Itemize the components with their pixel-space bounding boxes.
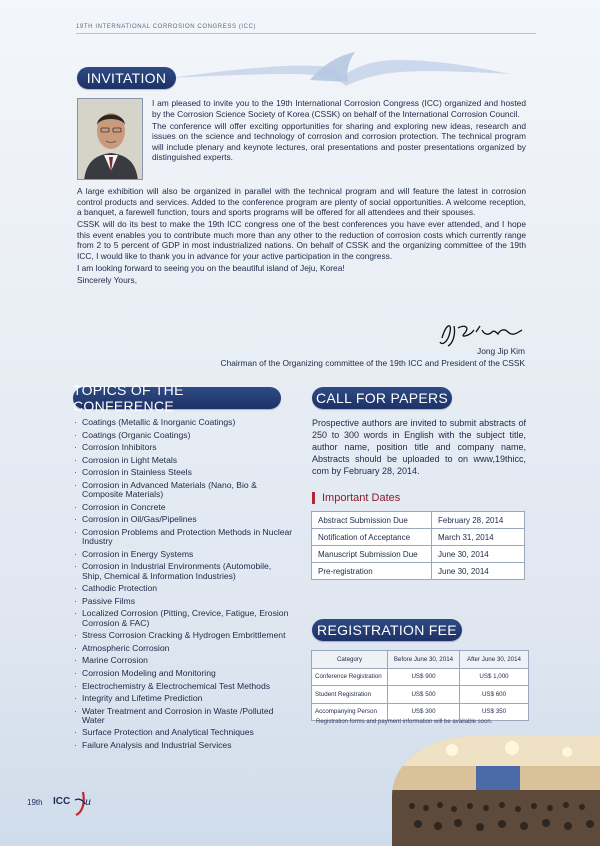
table-row: [312, 668, 529, 686]
invitation-closing: Sincerely Yours,: [77, 274, 138, 285]
topic-item: · Water Treatment and Corrosion in Waste /Polluted Water: [73, 707, 293, 725]
table-row: [312, 563, 525, 580]
topic-item: · Cathodic Protection: [73, 584, 293, 593]
important-dates-table: [311, 511, 525, 580]
topic-item: · Corrosion Inhibitors: [73, 443, 293, 452]
signer-name: Jong Jip Kim: [477, 346, 525, 356]
topic-item: · Localized Corrosion (Pitting, Crevice, Fatigue, Erosion Corrosion & FAC): [73, 609, 293, 627]
topic-item: · Corrosion in Oil/Gas/Pipelines: [73, 515, 293, 524]
signer-title: Chairman of the Organizing committee of the 19th ICC and President of the CSSK: [220, 358, 525, 368]
fee-after: US$ 600: [460, 686, 529, 704]
topic-item: · Atmospheric Corrosion: [73, 644, 293, 653]
table-row: [312, 529, 525, 546]
logo-number: 19th: [27, 798, 43, 807]
fee-category: Conference Registration: [312, 668, 388, 686]
topic-item: · Integrity and Lifetime Prediction: [73, 694, 293, 703]
topic-item: · Corrosion in Concrete: [73, 503, 293, 512]
fee-before: US$ 300: [388, 703, 460, 721]
topics-list: [73, 418, 293, 754]
invitation-para1: I am pleased to invite you to the 19th International Corrosion Congress (ICC) organized and hosted by the Corrosion Science Society of Korea (CSSK) on behalf of the International Corrosion Council.: [152, 98, 526, 119]
table-row: [312, 703, 529, 721]
invitation-intro: [152, 98, 526, 164]
invitation-para4: CSSK will do its best to make the 19th ICC congress one of the best conferences you have ever attended, and I hope this event enables you to contribute much more than any other to the reduction of corrosion costs which currently range from 2 to 5 percent of GDP in most industrialized nations. On behalf of CSSK and the organizing committee of the 19th ICC, I would like to thank you in advance for your active participation in the congress.: [77, 219, 526, 261]
registration-note: Registration forms and payment information will be available soon.: [316, 719, 493, 725]
logo-place-tail: u: [85, 794, 91, 808]
topic-item: · Corrosion in Stainless Steels: [73, 468, 293, 477]
fee-before: US$ 900: [388, 668, 460, 686]
topics-heading: TOPICS OF THE CONFERENCE: [73, 387, 281, 409]
signature-image: [436, 318, 526, 348]
call-for-papers-text: Prospective authors are invited to submit abstracts of 250 to 300 words in English with the subject title, author name, position title and company name, Abstracts should be uploaded to on www,19thicc, com by February 28, 2014.: [312, 418, 526, 476]
table-header-row: [312, 651, 529, 669]
header-congress: 19TH INTERNATIONAL CORROSION CONGRESS (ICC): [76, 24, 257, 30]
date-label: Notification of Acceptance: [312, 529, 432, 546]
topic-item: · Failure Analysis and Industrial Services: [73, 741, 293, 750]
invitation-body: [77, 186, 526, 287]
date-value: June 30, 2014: [432, 546, 525, 563]
topic-item: · Coatings (Metallic & Inorganic Coatings): [73, 418, 293, 427]
topic-item: · Corrosion in Light Metals: [73, 456, 293, 465]
date-value: February 28, 2014: [432, 512, 525, 529]
date-label: Pre-registration: [312, 563, 432, 580]
header-divider: [76, 33, 536, 34]
wing-ornament: [170, 50, 510, 90]
topic-item: · Corrosion in Industrial Environments (Automobile, Ship, Chemical & Information Industries): [73, 562, 293, 580]
table-row: [312, 512, 525, 529]
invitation-heading: INVITATION: [77, 67, 176, 89]
date-label: Manuscript Submission Due: [312, 546, 432, 563]
call-for-papers-heading: CALL FOR PAPERS: [312, 387, 452, 409]
topic-item: · Corrosion Problems and Protection Methods in Nuclear Industry: [73, 528, 293, 546]
topic-item: · Corrosion Modeling and Monitoring: [73, 669, 293, 678]
table-row: [312, 686, 529, 704]
topic-item: · Electrochemistry & Electrochemical Test Methods: [73, 682, 293, 691]
topic-item: · Stress Corrosion Cracking & Hydrogen Embrittlement: [73, 631, 293, 640]
important-dates-heading: Important Dates: [312, 492, 400, 504]
conference-hall-photo: [392, 736, 600, 846]
date-label: Abstract Submission Due: [312, 512, 432, 529]
date-value: June 30, 2014: [432, 563, 525, 580]
invitation-para3: A large exhibition will also be organized in parallel with the technical program and will feature the latest in corrosion control products and services. Added to the conference program are plenty of social opportunities. A welcome reception, a banquet, a farewell function, tours and sports programs will be offered for all attendees and their spouses.: [77, 186, 526, 217]
column-header: Before June 30, 2014: [388, 651, 460, 669]
date-value: March 31, 2014: [432, 529, 525, 546]
topic-item: · Coatings (Organic Coatings): [73, 431, 293, 440]
logo-acronym: ICC: [53, 796, 71, 807]
table-row: [312, 546, 525, 563]
invitation-para5: I am looking forward to seeing you on the beautiful island of Jeju, Korea!: [77, 262, 345, 273]
topic-item: · Passive Films: [73, 597, 293, 606]
topic-item: · Corrosion in Energy Systems: [73, 550, 293, 559]
topic-item: · Surface Protection and Analytical Techniques: [73, 728, 293, 737]
registration-fee-table: [311, 650, 529, 721]
column-header: Category: [312, 651, 388, 669]
topic-item: · Corrosion in Advanced Materials (Nano, Bio & Composite Materials): [73, 481, 293, 499]
chairman-photo: [77, 98, 143, 180]
column-header: After June 30, 2014: [460, 651, 529, 669]
fee-before: US$ 500: [388, 686, 460, 704]
fee-category: Accompanying Person: [312, 703, 388, 721]
registration-fee-heading: REGISTRATION FEE: [312, 619, 462, 641]
topic-item: · Marine Corrosion: [73, 656, 293, 665]
fee-after: US$ 1,000: [460, 668, 529, 686]
fee-after: US$ 350: [460, 703, 529, 721]
invitation-para2: The conference will offer exciting opportunities for sharing and exploring new ideas, research and issues on the science and technology of corrosion and corrosion protection. The technical program will include plenary and keynote lectures, oral presentations and poster presentations organized by distinguished experts.: [152, 120, 526, 163]
fee-category: Student Registration: [312, 686, 388, 704]
icc-logo: [27, 784, 107, 824]
